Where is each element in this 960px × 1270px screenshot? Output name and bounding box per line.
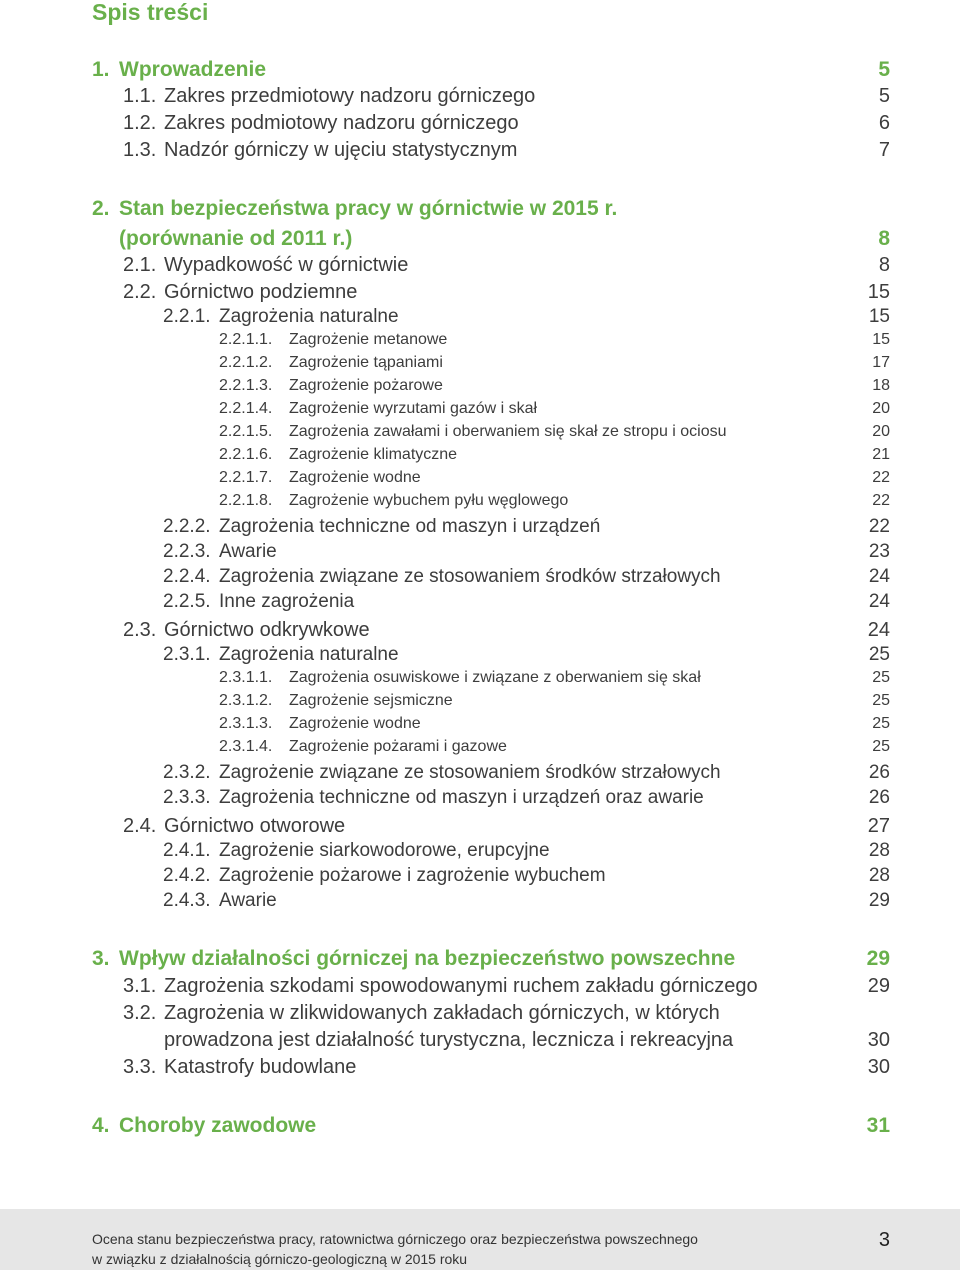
toc-entry-label bbox=[219, 715, 421, 733]
toc-entry-number: 2.2.1.5. bbox=[219, 423, 273, 440]
toc-entry-text: Zagrożenia techniczne od maszyn i urządzeń oraz awarie bbox=[219, 787, 704, 808]
toc-entry[interactable] bbox=[219, 446, 890, 464]
toc-entry-label bbox=[163, 866, 606, 887]
toc-entry-page: 28 bbox=[868, 865, 890, 886]
toc-entry[interactable] bbox=[163, 763, 890, 784]
toc-entry-text: Zagrożenia w zlikwidowanych zakładach górniczych, w których bbox=[164, 1002, 720, 1024]
toc-entry-page: 31 bbox=[866, 1114, 890, 1137]
toc-entry-number: 2.2.1.8. bbox=[219, 492, 273, 509]
toc-entry-label bbox=[219, 469, 421, 487]
toc-entry-page: 25 bbox=[872, 692, 890, 709]
toc-entry[interactable] bbox=[219, 469, 890, 487]
toc-entry[interactable] bbox=[163, 891, 890, 912]
toc-entry-number: 2.2.5. bbox=[163, 591, 211, 612]
toc-entry[interactable] bbox=[219, 738, 890, 756]
toc-entry-label bbox=[163, 307, 399, 328]
toc-entry-label bbox=[219, 331, 447, 349]
toc-entry-number: 2. bbox=[92, 197, 110, 220]
toc-entry-page: 30 bbox=[867, 1056, 890, 1078]
toc-entry-text: Stan bezpieczeństwa pracy w górnictwie w 2015 r. bbox=[119, 197, 618, 220]
toc-entry-page: 29 bbox=[867, 975, 890, 997]
toc-entry-page: 29 bbox=[866, 947, 890, 970]
toc-entry[interactable] bbox=[219, 354, 890, 372]
toc-entry-text: Zagrożenie klimatyczne bbox=[289, 446, 458, 463]
toc-entry-number: 3.1. bbox=[123, 975, 157, 997]
toc-entry-text: Zagrożenie siarkowodorowe, erupcyjne bbox=[219, 840, 550, 861]
toc-entry-page: 6 bbox=[878, 112, 890, 134]
toc-entry-text: Nadzór górniczy w ujęciu statystycznym bbox=[164, 139, 518, 161]
toc-entry-text: Awarie bbox=[219, 890, 277, 911]
toc-entry-page: 8 bbox=[878, 254, 890, 276]
toc-entry[interactable] bbox=[123, 1029, 890, 1051]
toc-entry-page: 5 bbox=[878, 85, 890, 107]
toc-entry-label bbox=[92, 947, 735, 970]
toc-entry-label bbox=[163, 517, 600, 538]
toc-entry-text: Zagrożenia związane ze stosowaniem środków strzałowych bbox=[219, 566, 721, 587]
toc-entry-page: 30 bbox=[867, 1029, 890, 1051]
toc-entry-number: 2.4. bbox=[123, 815, 157, 837]
toc-entry-number: 2.2.3. bbox=[163, 541, 211, 562]
toc-entry-page: 5 bbox=[878, 58, 890, 81]
toc-entry-label bbox=[92, 1114, 316, 1137]
toc-entry-label bbox=[123, 975, 758, 997]
toc-entry-label bbox=[219, 400, 537, 418]
toc-entry-number: 4. bbox=[92, 1114, 110, 1137]
toc-entry-label bbox=[123, 1056, 356, 1078]
toc-entry-text: Awarie bbox=[219, 541, 277, 562]
toc-entry-text: (porównanie od 2011 r.) bbox=[119, 227, 353, 250]
toc-entry[interactable] bbox=[219, 692, 890, 710]
toc-entry-label bbox=[163, 763, 721, 784]
toc-entry[interactable] bbox=[123, 975, 890, 997]
footer-page-number: 3 bbox=[878, 1229, 890, 1251]
toc-entry-label bbox=[123, 815, 345, 837]
toc-entry-page: 15 bbox=[872, 331, 890, 348]
toc-entry-number: 2.2.1.6. bbox=[219, 446, 273, 463]
toc-entry-page: 18 bbox=[872, 377, 890, 394]
toc-entry-page: 24 bbox=[868, 566, 890, 587]
toc-entry-number: 2.3.3. bbox=[163, 787, 211, 808]
toc-entry-text: Zagrożenie sejsmiczne bbox=[289, 692, 453, 709]
toc-entry-text: Wprowadzenie bbox=[119, 58, 267, 81]
toc-entry-text: Zagrożenie związane ze stosowaniem środków strzałowych bbox=[219, 762, 721, 783]
toc-entry-text: Zakres przedmiotowy nadzoru górniczego bbox=[164, 85, 536, 107]
toc-entry-label bbox=[163, 788, 704, 809]
toc-entry-label bbox=[219, 492, 568, 510]
toc-entry-page: 8 bbox=[878, 227, 890, 250]
toc-entry-text: Górnictwo odkrywkowe bbox=[164, 619, 370, 641]
toc-entry-text: Zagrożenie pożarowe bbox=[289, 377, 443, 394]
toc-entry-label bbox=[123, 112, 519, 134]
toc-entry-number: 2.2.1.3. bbox=[219, 377, 273, 394]
toc-entry[interactable] bbox=[92, 947, 890, 970]
toc-entry-text: Zagrożenie pożarami i gazowe bbox=[289, 738, 507, 755]
toc-entry[interactable] bbox=[123, 254, 890, 276]
toc-entry[interactable] bbox=[123, 1056, 890, 1078]
toc-entry[interactable] bbox=[123, 85, 890, 107]
toc-entry-page: 26 bbox=[868, 762, 890, 783]
toc-entry-text: Zagrożenie wodne bbox=[289, 469, 421, 486]
toc-entry-number: 2.2.2. bbox=[163, 516, 211, 537]
toc-entry-label bbox=[163, 567, 721, 588]
toc-entry-label bbox=[219, 692, 453, 710]
toc-entry-label bbox=[123, 85, 535, 107]
toc-entry-page: 25 bbox=[872, 715, 890, 732]
toc-entry-number: 2.3.1. bbox=[163, 644, 211, 665]
toc-entry-text: Zagrożenia naturalne bbox=[219, 306, 399, 327]
toc-entry[interactable] bbox=[163, 567, 890, 588]
toc-entry-number: 1.3. bbox=[123, 139, 157, 161]
toc-entry-text: Wpływ działalności górniczej na bezpieczeństwo powszechne bbox=[119, 947, 736, 970]
toc-entry[interactable] bbox=[123, 815, 890, 837]
toc-entry-number: 2.3.1.1. bbox=[219, 669, 273, 686]
toc-entry-number: 2.2.1.2. bbox=[219, 354, 273, 371]
toc-entry-label bbox=[163, 645, 399, 666]
footer-line-2: w związku z działalnością górniczo-geologiczną w 2015 roku bbox=[92, 1251, 468, 1267]
toc-entry[interactable] bbox=[219, 331, 890, 349]
toc-entry-label bbox=[219, 669, 701, 687]
toc-entry-page: 20 bbox=[872, 423, 890, 440]
toc-entry-text: Zagrożenie pożarowe i zagrożenie wybuchem bbox=[219, 865, 606, 886]
toc-entry-text: Górnictwo podziemne bbox=[164, 281, 358, 303]
toc-entry-number: 3. bbox=[92, 947, 110, 970]
toc-entry[interactable] bbox=[123, 619, 890, 641]
toc-entry[interactable] bbox=[219, 400, 890, 418]
toc-entry-number: 1. bbox=[92, 58, 110, 81]
toc-entry-page: 23 bbox=[868, 541, 890, 562]
toc-entry-page: 27 bbox=[867, 815, 890, 837]
toc-entry-page: 15 bbox=[867, 281, 890, 303]
toc-entry-label bbox=[123, 139, 517, 161]
toc-entry[interactable] bbox=[92, 1114, 890, 1137]
toc-entry-label bbox=[219, 738, 507, 756]
toc-entry-text: Choroby zawodowe bbox=[119, 1114, 317, 1137]
toc-entry-number: 2.2.1. bbox=[163, 306, 211, 327]
toc-entry-number: 2.2. bbox=[123, 281, 157, 303]
toc-entry[interactable] bbox=[163, 645, 890, 666]
toc-entry-label bbox=[123, 1029, 733, 1051]
toc-entry-label bbox=[123, 1002, 720, 1024]
toc-entry-page: 25 bbox=[872, 669, 890, 686]
toc-entry[interactable] bbox=[92, 58, 890, 81]
toc-entry-page: 21 bbox=[872, 446, 890, 463]
toc-entry-page: 24 bbox=[867, 619, 890, 641]
toc-entry[interactable] bbox=[163, 592, 890, 613]
toc-entry[interactable] bbox=[163, 307, 890, 328]
toc-entry-label bbox=[123, 281, 357, 303]
toc-entry-page: 25 bbox=[868, 644, 890, 665]
toc-entry-page: 25 bbox=[872, 738, 890, 755]
toc-entry-number: 2.3.1.3. bbox=[219, 715, 273, 732]
toc-entry-label bbox=[123, 254, 408, 276]
toc-entry-number: 2.3. bbox=[123, 619, 157, 641]
toc-entry-label bbox=[219, 354, 443, 372]
toc-entry-text: Wypadkowość w górnictwie bbox=[164, 254, 409, 276]
toc-entry-page: 24 bbox=[868, 591, 890, 612]
toc-entry[interactable] bbox=[163, 542, 890, 563]
toc-entry[interactable] bbox=[219, 669, 890, 687]
toc-entry[interactable] bbox=[163, 788, 890, 809]
toc-entry-label bbox=[163, 841, 550, 862]
toc-entry-label bbox=[92, 58, 266, 81]
toc-entry-text: Zagrożenie metanowe bbox=[289, 331, 448, 348]
toc-entry-text: Zagrożenie wodne bbox=[289, 715, 421, 732]
toc-entry-label bbox=[92, 197, 617, 220]
toc-entry-label bbox=[123, 619, 370, 641]
toc-entry-label bbox=[163, 542, 277, 563]
toc-entry[interactable] bbox=[219, 715, 890, 733]
toc-entry-label bbox=[163, 592, 354, 613]
toc-entry-text: Zagrożenie wybuchem pyłu węglowego bbox=[289, 492, 569, 509]
toc-entry-number: 3.2. bbox=[123, 1002, 157, 1024]
toc-entry[interactable] bbox=[163, 517, 890, 538]
toc-entry-number: 2.4.3. bbox=[163, 890, 211, 911]
toc-entry-number: 2.4.2. bbox=[163, 865, 211, 886]
toc-entry[interactable] bbox=[123, 1002, 890, 1024]
toc-entry-page: 28 bbox=[868, 840, 890, 861]
toc-entry-number: 2.2.1.4. bbox=[219, 400, 273, 417]
toc-entry-label bbox=[219, 377, 443, 395]
toc-entry-page: 22 bbox=[868, 516, 890, 537]
toc-entry-page: 22 bbox=[872, 492, 890, 509]
toc-entry-page: 26 bbox=[868, 787, 890, 808]
toc-entry-label bbox=[219, 423, 727, 441]
toc-entry[interactable] bbox=[123, 139, 890, 161]
toc-entry-page: 7 bbox=[878, 139, 890, 161]
toc-entry-number: 2.2.1.7. bbox=[219, 469, 273, 486]
toc-entry-page: 20 bbox=[872, 400, 890, 417]
toc-entry-page: 17 bbox=[872, 354, 890, 371]
toc-entry-text: Zagrożenie tąpaniami bbox=[289, 354, 443, 371]
toc-entry-text: Zakres podmiotowy nadzoru górniczego bbox=[164, 112, 519, 134]
toc-entry-number: 3.3. bbox=[123, 1056, 157, 1078]
toc-entry[interactable] bbox=[123, 281, 890, 303]
toc-entry-number: 1.1. bbox=[123, 85, 157, 107]
toc-entry-text: Zagrożenia techniczne od maszyn i urządzeń bbox=[219, 516, 601, 537]
toc-entry-text: Zagrożenia zawałami i oberwaniem się skał ze stropu i ociosu bbox=[289, 423, 727, 440]
toc-entry-number: 2.3.1.2. bbox=[219, 692, 273, 709]
toc-entry-text: Zagrożenie wyrzutami gazów i skał bbox=[289, 400, 538, 417]
toc-entry-text: Inne zagrożenia bbox=[219, 591, 355, 612]
toc-entry-page: 29 bbox=[868, 890, 890, 911]
toc-entry-number: 2.4.1. bbox=[163, 840, 211, 861]
toc-entry-label bbox=[163, 891, 277, 912]
toc-entry[interactable] bbox=[92, 227, 890, 250]
toc-entry[interactable] bbox=[123, 112, 890, 134]
toc-entry-text: Katastrofy budowlane bbox=[164, 1056, 357, 1078]
toc-entry-text: prowadzona jest działalność turystyczna, lecznicza i rekreacyjna bbox=[164, 1029, 734, 1051]
toc-entry-number: 2.2.1.1. bbox=[219, 331, 273, 348]
footer bbox=[0, 1209, 960, 1270]
footer-line-1: Ocena stanu bezpieczeństwa pracy, ratownictwa górniczego oraz bezpieczeństwa powszechnego bbox=[92, 1231, 698, 1247]
toc-entry-number: 1.2. bbox=[123, 112, 157, 134]
page-title: Spis treści bbox=[92, 0, 209, 25]
toc-entry-number: 2.1. bbox=[123, 254, 157, 276]
toc-entry[interactable] bbox=[219, 492, 890, 510]
toc-entry[interactable] bbox=[219, 423, 890, 441]
toc-entry-page: 22 bbox=[872, 469, 890, 486]
toc-entry[interactable] bbox=[163, 841, 890, 862]
toc-entry[interactable] bbox=[219, 377, 890, 395]
toc-entry-label bbox=[219, 446, 457, 464]
toc-entry-number: 2.3.2. bbox=[163, 762, 211, 783]
toc-entry[interactable] bbox=[163, 866, 890, 887]
toc-entry-page: 15 bbox=[868, 306, 890, 327]
toc-entry-text: Zagrożenia szkodami spowodowanymi ruchem zakładu górniczego bbox=[164, 975, 758, 997]
footer-text bbox=[92, 1229, 698, 1269]
toc-entry-text: Zagrożenia naturalne bbox=[219, 644, 399, 665]
toc-entry-number: 2.2.4. bbox=[163, 566, 211, 587]
toc-entry[interactable] bbox=[92, 197, 890, 220]
toc-entry-label bbox=[92, 227, 352, 250]
toc-entry-text: Zagrożenia osuwiskowe i związane z oberwaniem się skał bbox=[289, 669, 701, 686]
toc-entry-number: 2.3.1.4. bbox=[219, 738, 273, 755]
toc-entry-text: Górnictwo otworowe bbox=[164, 815, 346, 837]
